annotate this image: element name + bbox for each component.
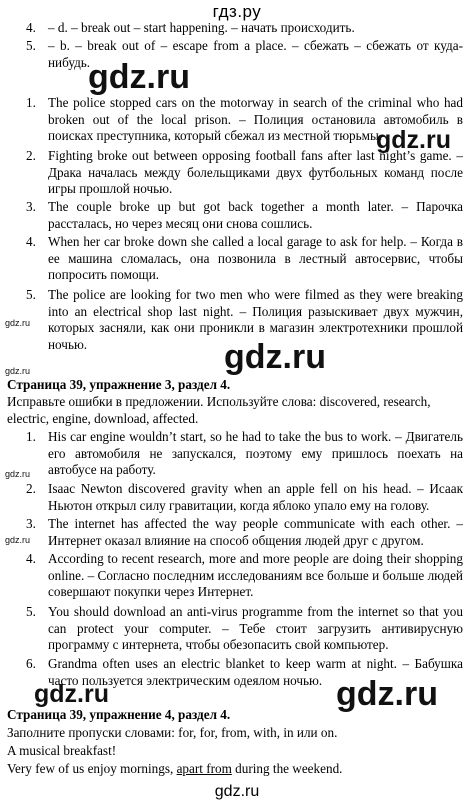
watermark-small: gdz.ru — [5, 318, 31, 328]
item-number: 5. — [26, 604, 36, 619]
exercise-3-instruction: Исправьте ошибки в предложении. Используйте слова: discovered, research, electric, engine, download, affected. — [7, 394, 431, 426]
item-number: 5. — [26, 38, 36, 53]
item-number: 4. — [26, 234, 36, 249]
text-before: Very few of us enjoy mornings, — [7, 761, 177, 776]
item-number: 1. — [26, 429, 36, 444]
watermark-logo: gdz.ru — [336, 675, 438, 713]
item-text: Fighting broke out between opposing football fans after last night’s game. – Драка началась между болельщиками двух футбольных команд после игры прошлой ночью. — [48, 148, 463, 197]
exercise-4-heading: Страница 39, упражнение 4, раздел 4. — [7, 707, 231, 722]
list-item — [26, 551, 463, 601]
watermark-small: gdz.ru — [5, 366, 31, 376]
list-item — [26, 516, 463, 549]
watermark-logo: gdz.ru — [376, 126, 451, 154]
item-text: His car engine wouldn’t start, so he had to take the bus to work. – Двигатель его автомобиля не запускался, поэтому ему пришлось поехать на автобусе на работу. — [48, 429, 463, 478]
filled-answer: apart from — [176, 761, 232, 776]
list-item — [26, 199, 463, 232]
watermark-logo: gdz.ru — [34, 680, 109, 708]
list-item — [26, 481, 463, 514]
list-item — [26, 429, 463, 479]
exercise-3-heading: Страница 39, упражнение 3, раздел 4. — [7, 377, 231, 392]
item-text: – d. – break out – start happening. – начать происходить. — [48, 20, 355, 35]
item-number: 2. — [26, 148, 36, 163]
item-number: 3. — [26, 516, 36, 531]
watermark-logo: gdz.ru — [224, 338, 326, 376]
item-text: Isaac Newton discovered gravity when an apple fell on his head. – Исаак Ньютон открыл силу гравитации, когда яблоко упало ему на голову. — [48, 481, 463, 513]
item-text: The couple broke up but got back together a month later. – Парочка рассталась, но через месяц они снова сошлись. — [48, 199, 463, 231]
list-item — [26, 234, 463, 284]
item-text: When her car broke down she called a local garage to ask for help. – Когда в ее машина сломалась, она позвонила в лестный автосервис, чтобы попросить помощи. — [48, 234, 463, 283]
item-number: 3. — [26, 199, 36, 214]
item-number: 4. — [26, 551, 36, 566]
item-number: 6. — [26, 656, 36, 671]
item-text: According to recent research, more and more people are doing their shopping online. – Согласно последним исследованиям все больше и больше людей совершают покупки через Интернет. — [48, 551, 463, 600]
item-number: 4. — [26, 20, 36, 35]
watermark-small: gdz.ru — [5, 469, 31, 479]
item-text: The police stopped cars on the motorway in search of the criminal who had broken out of the local prison. – Полиция остановила автомобиль в поисках преступника, который сбежал из местной тюрьмы. — [48, 95, 463, 144]
text-line — [7, 761, 463, 778]
item-number: 2. — [26, 481, 36, 496]
item-text: The police are looking for two men who were filmed as they were breaking into an electrical shop last night. – Полиция разыскивает двух мужчин, которых засняли, как они проникли в магазин электротехники прошлой ночью. — [48, 287, 463, 352]
exercise-4-instruction: Заполните пропуски словами: for, for, from, with, in или on. — [7, 725, 338, 740]
item-number: 1. — [26, 95, 36, 110]
item-text: You should download an anti-virus programme from the internet so that you can protect your computer. – Тебе стоит загрузить антивирусную программу с интернета, чтобы обезопасить свой компьютер. — [48, 604, 463, 653]
text-after: during the weekend. — [231, 761, 343, 776]
item-text: Grandma often uses an electric blanket to keep warm at night. – Бабушка часто пользуется электрическим одеялом ночью. — [48, 656, 463, 688]
watermark-small: gdz.ru — [5, 535, 31, 545]
item-text: – b. – break out of – escape from a place. – сбежать – сбежать от куда-нибудь. — [48, 38, 463, 70]
text-title: A musical breakfast! — [7, 743, 117, 758]
list-item — [26, 604, 463, 654]
item-text: The internet has affected the way people communicate with each other. – Интернет оказал влияние на способ общения людей друг с другом. — [48, 516, 463, 548]
site-header: гдз.ру — [212, 2, 262, 21]
site-footer: gdz.ru — [214, 783, 260, 800]
list-item — [26, 20, 463, 37]
item-number: 5. — [26, 287, 36, 302]
watermark-logo: gdz.ru — [88, 58, 190, 96]
list-item — [26, 148, 463, 198]
